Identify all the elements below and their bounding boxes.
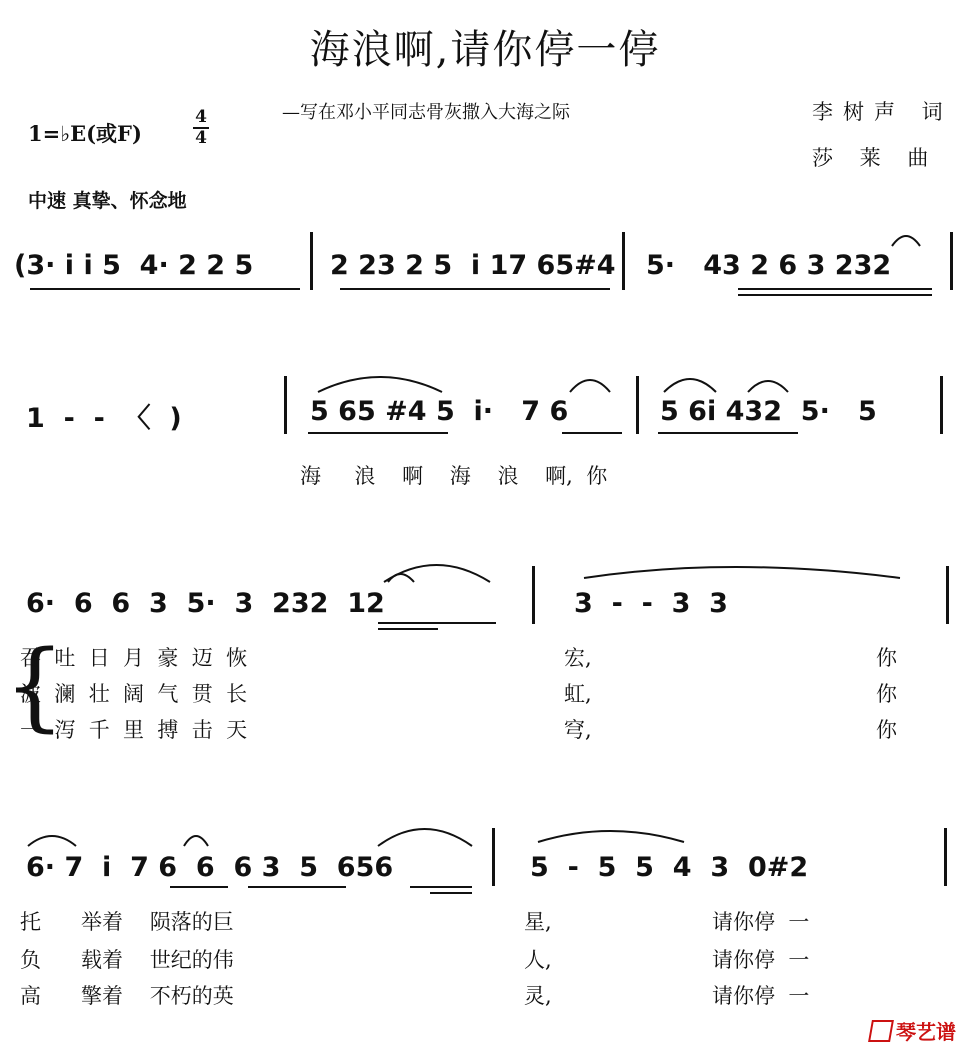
brand-name: 琴艺谱	[896, 1020, 956, 1044]
brand-watermark	[870, 1016, 956, 1045]
lyricist-credit: 李树声 词	[812, 100, 953, 124]
slur	[892, 236, 920, 246]
time-sig-bottom: 4	[195, 128, 207, 148]
verse3-lyrics-b: 灵,	[524, 984, 552, 1008]
slur	[748, 381, 788, 392]
verse2-lyrics-b: 人,	[524, 948, 552, 972]
verse1-lyrics: 吞 吐 日 月 豪 迈 恢	[20, 646, 248, 670]
slur	[570, 380, 610, 392]
slur	[388, 574, 414, 582]
slur	[584, 567, 900, 578]
verse2-lyrics-c: 请你停 一	[712, 948, 810, 972]
verse2-lyrics-b: 虹,	[564, 682, 592, 706]
system2-measure1: 1 - - 〈 )	[26, 403, 182, 434]
slur	[184, 836, 208, 846]
verse2-lyrics-c: 你	[876, 682, 897, 706]
time-sig-top: 4	[195, 107, 207, 127]
verse3-lyrics-c: 请你停 一	[712, 984, 810, 1008]
verse3-lyrics: 高 擎着 不朽的英	[20, 984, 234, 1008]
verse1-lyrics-c: 你	[876, 646, 897, 670]
song-subtitle: —写在邓小平同志骨灰撒入大海之际	[282, 102, 570, 123]
composer-credit: 莎 莱 曲	[812, 146, 939, 170]
tempo-marking: 中速 真挚、怀念地	[28, 190, 187, 212]
verse1-lyrics-b: 宏,	[564, 646, 592, 670]
system2-lyrics: 海 浪 啊 海 浪 啊, 你	[300, 464, 608, 488]
system3-measure1: 6· 6 6 3 5· 3 232 12	[26, 588, 385, 619]
slur	[28, 836, 76, 846]
system2-measure2: 5 65 #4 5 i· 7 6	[310, 396, 569, 427]
system4-measure2: 5 - 5 5 4 3 0#2	[530, 852, 809, 883]
song-title: 海浪啊,请你停一停	[309, 27, 661, 73]
slur	[664, 379, 716, 392]
key-signature: 1=♭E(或F)	[28, 121, 142, 146]
system3-measure2: 3 - - 3 3	[574, 588, 728, 619]
verse-brace: {	[4, 630, 66, 742]
system1-measure3: 5· 43 2 6 3 232	[646, 250, 892, 281]
verse1-lyrics-c: 请你停 一	[712, 910, 810, 934]
slur	[378, 829, 472, 846]
verse2-lyrics: 波 澜 壮 阔 气 贯 长	[20, 682, 248, 706]
verse3-lyrics-c: 你	[876, 718, 897, 742]
system1-measure1: (3· i i 5 4· 2 2 5	[14, 250, 254, 281]
verse1-lyrics: 托 举着 陨落的巨	[20, 910, 234, 934]
slur	[318, 377, 442, 392]
brand-logo-icon	[868, 1020, 894, 1042]
verse3-lyrics-b: 穹,	[564, 718, 592, 742]
system2-measure3: 5 6i 432 5· 5	[660, 396, 877, 427]
verse2-lyrics: 负 载着 世纪的伟	[20, 948, 234, 972]
verse3-lyrics: 一 泻 千 里 搏 击 天	[20, 718, 248, 742]
verse1-lyrics-b: 星,	[524, 910, 552, 934]
slur	[538, 831, 684, 842]
system4-measure1: 6· 7 i 7 6 6 6 3 5 656	[26, 852, 394, 883]
system1-measure2: 2 23 2 5 i 17 65#4	[330, 250, 616, 281]
